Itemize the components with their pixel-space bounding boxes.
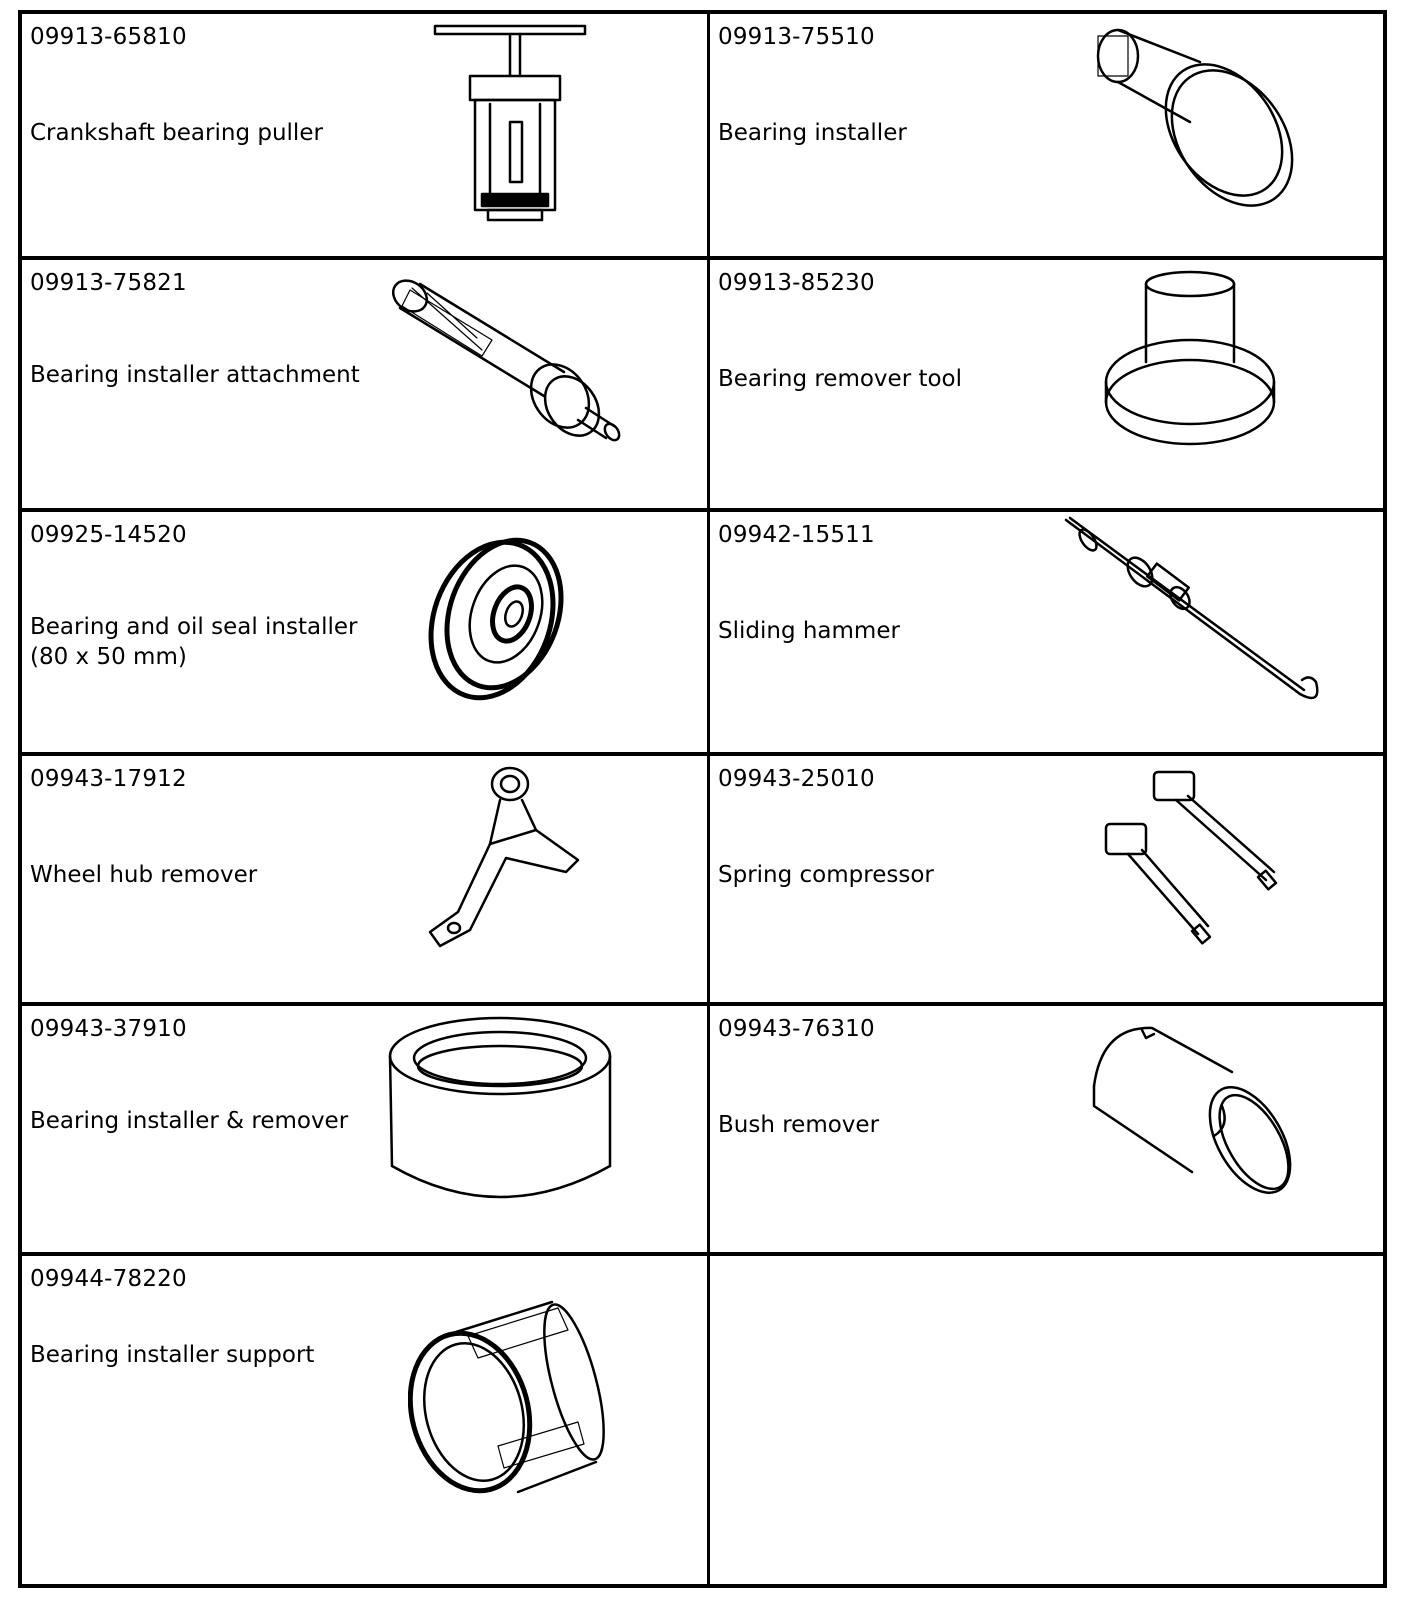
tool-name: Bearing remover tool [718, 366, 963, 392]
bearing-installer-icon [1090, 22, 1300, 222]
tool-cell [22, 14, 710, 260]
bearing-oil-seal-installer-icon [426, 524, 576, 704]
tool-name: Bearing installer support [30, 1342, 315, 1368]
tool-name: Bearing and oil seal installer (80 x 50 mm) [30, 614, 358, 670]
spring-compressor-icon [1096, 764, 1286, 954]
crankshaft-bearing-puller-icon [430, 22, 590, 232]
bearing-installer-remover-icon [388, 1010, 618, 1210]
tool-code: 09943-37910 [30, 1016, 187, 1042]
tool-code: 09943-17912 [30, 766, 187, 792]
tool-cell [22, 1006, 710, 1256]
tool-code: 09925-14520 [30, 522, 187, 548]
tool-name: Bearing installer & remover [30, 1108, 349, 1134]
bush-remover-icon [1082, 1016, 1302, 1206]
wheel-hub-remover-icon [418, 762, 588, 962]
tool-name: Bush remover [718, 1112, 880, 1138]
tool-cell [22, 756, 710, 1006]
tool-name: Spring compressor [718, 862, 934, 888]
tool-name: Sliding hammer [718, 618, 900, 644]
bearing-installer-support-icon [408, 1296, 608, 1496]
tool-cell [710, 756, 1383, 1006]
tool-name: Bearing installer [718, 120, 907, 146]
tool-name: Crankshaft bearing puller [30, 120, 323, 146]
bearing-remover-tool-icon [1102, 266, 1282, 456]
tool-code: 09913-85230 [718, 270, 875, 296]
tool-code: 09944-78220 [30, 1266, 187, 1292]
bearing-installer-attachment-icon [382, 268, 632, 458]
tool-name: Bearing installer attachment [30, 362, 360, 388]
tool-code: 09913-75510 [718, 24, 875, 50]
sliding-hammer-icon [1060, 514, 1330, 714]
tool-cell [710, 260, 1383, 512]
tool-cell [710, 1006, 1383, 1256]
tool-code: 09913-65810 [30, 24, 187, 50]
special-tools-table [18, 10, 1387, 1588]
tool-cell [22, 260, 710, 512]
tool-code: 09913-75821 [30, 270, 187, 296]
tool-cell [710, 14, 1383, 260]
tool-code: 09942-15511 [718, 522, 875, 548]
tool-cell [710, 512, 1383, 756]
tool-code: 09943-25010 [718, 766, 875, 792]
tool-cell [22, 1256, 710, 1584]
tool-code: 09943-76310 [718, 1016, 875, 1042]
tool-name: Wheel hub remover [30, 862, 258, 888]
empty-cell [710, 1256, 1383, 1584]
tool-cell [22, 512, 710, 756]
